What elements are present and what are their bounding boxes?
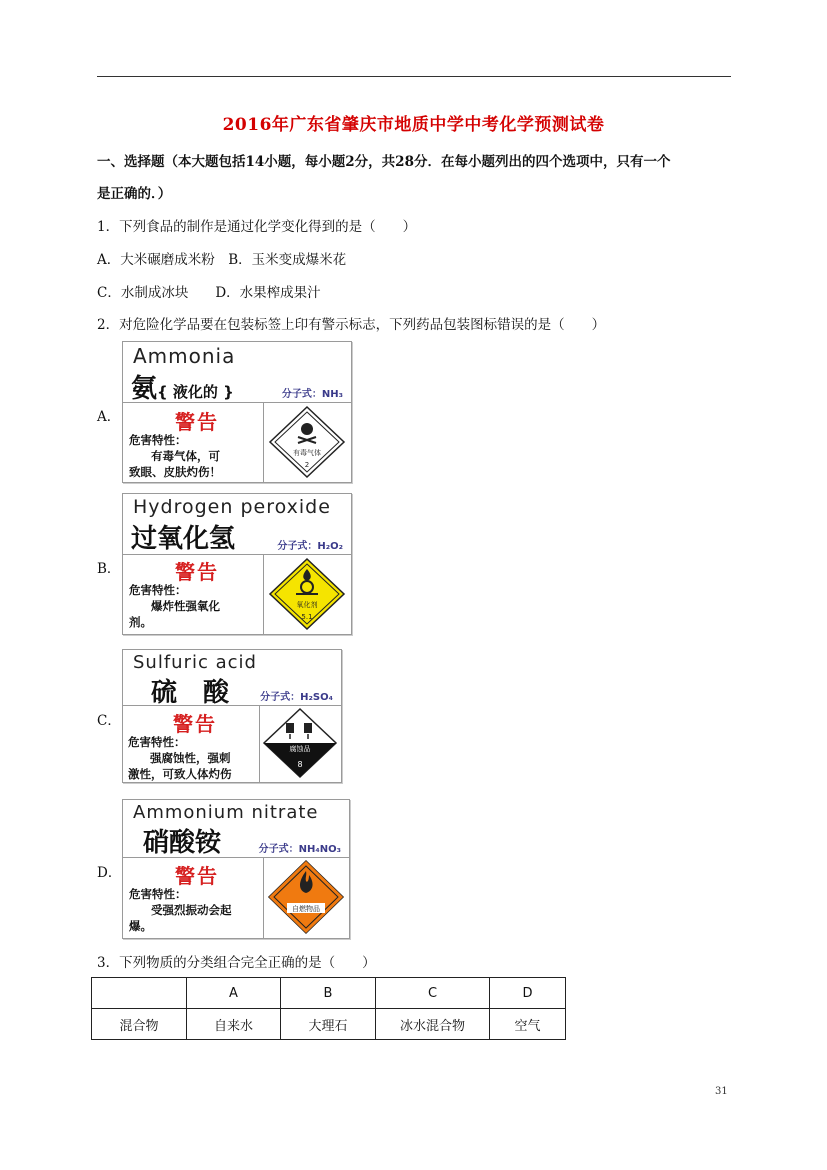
hazard-line2: 爆。 bbox=[129, 919, 152, 933]
label-name-en: Ammonia bbox=[133, 344, 236, 368]
header-rule bbox=[97, 76, 731, 77]
question-1-options-ab: A．大米碾磨成米粉 B．玉米变成爆米花 bbox=[97, 252, 347, 268]
hazard-line1: 有毒气体，可 bbox=[151, 449, 220, 463]
formula-value: NH₃ bbox=[321, 389, 343, 400]
hydrogen-peroxide-label-image bbox=[122, 493, 352, 635]
label-hazard-text bbox=[129, 886, 232, 934]
label-hazard-text bbox=[128, 734, 232, 782]
classification-table bbox=[91, 977, 566, 1040]
label-name-cn bbox=[131, 368, 234, 405]
label-warning: 警告 bbox=[175, 410, 219, 434]
hazard-line2: 激性，可致人体灼伤 bbox=[128, 767, 232, 781]
question-1-stem: 1．下列食品的制作是通过化学变化得到的是（ ） bbox=[97, 219, 417, 235]
label-name-cn: 硫 酸 bbox=[151, 678, 230, 708]
label-formula bbox=[282, 385, 343, 400]
sign-number: 8 bbox=[297, 760, 303, 769]
corrosive-sign-icon bbox=[262, 707, 338, 779]
label-name-cn: 过氧化氢 bbox=[131, 524, 236, 554]
hazard-line1: 爆炸性强氧化 bbox=[151, 599, 220, 613]
question-1-options-cd: C．水制成冰块 D．水果榨成果汁 bbox=[97, 285, 321, 301]
label-name-cn-sub: { 液化的 } bbox=[157, 383, 234, 401]
option-d-letter: D． bbox=[97, 865, 122, 881]
label-formula bbox=[277, 537, 343, 552]
formula-value: H₂SO₄ bbox=[300, 692, 333, 703]
sign-text: 有毒气体 bbox=[293, 449, 321, 457]
hazard-line2: 剂。 bbox=[129, 615, 152, 629]
label-warning: 警告 bbox=[175, 560, 219, 584]
formula-label: 分子式： bbox=[277, 541, 318, 552]
question-2-stem: 2．对危险化学品要在包装标签上印有警示标志，下列药品包装图标错误的是（ ） bbox=[97, 317, 606, 333]
sign-text: 腐蚀品 bbox=[289, 745, 311, 753]
label-warning: 警告 bbox=[173, 712, 217, 736]
sign-text: 自燃物品 bbox=[292, 905, 320, 913]
hazard-line1: 受强烈振动会起 bbox=[151, 903, 232, 917]
oxidizer-sign-icon bbox=[268, 557, 346, 631]
ammonia-label-image bbox=[122, 341, 352, 483]
label-divider bbox=[123, 857, 349, 858]
label-formula bbox=[259, 840, 341, 855]
hazard-line2: 致眼、皮肤灼伤！ bbox=[129, 465, 221, 479]
label-vertical-divider bbox=[263, 402, 264, 482]
hazard-title: 危害特性： bbox=[129, 583, 187, 597]
label-divider bbox=[123, 402, 351, 403]
table-header-cell: A bbox=[187, 978, 281, 1009]
label-vertical-divider bbox=[263, 554, 264, 634]
label-vertical-divider bbox=[263, 857, 264, 938]
label-hazard-text bbox=[129, 582, 220, 630]
sulfuric-acid-label-image bbox=[122, 649, 342, 783]
label-name-cn-main: 氨 bbox=[131, 374, 158, 404]
label-formula bbox=[260, 688, 333, 703]
hazard-title: 危害特性： bbox=[128, 735, 186, 749]
toxic-gas-sign-icon bbox=[268, 405, 346, 479]
sign-number: 5.1 bbox=[301, 613, 313, 621]
formula-label: 分子式： bbox=[260, 692, 301, 703]
ammonium-nitrate-label-image bbox=[122, 799, 350, 939]
option-c-letter: C． bbox=[97, 713, 121, 729]
table-header-cell: D bbox=[490, 978, 566, 1009]
table-row bbox=[92, 1009, 566, 1040]
table-cell: 空气 bbox=[490, 1009, 566, 1040]
question-3-stem: 3．下列物质的分类组合完全正确的是（ ） bbox=[97, 955, 376, 971]
label-name-en: Hydrogen peroxide bbox=[133, 496, 331, 518]
flammable-solid-sign-icon bbox=[267, 859, 345, 935]
label-name-cn: 硝酸铵 bbox=[143, 828, 222, 858]
option-b-letter: B． bbox=[97, 561, 121, 577]
page-title: 2016年广东省肇庆市地质中学中考化学预测试卷 bbox=[222, 115, 605, 135]
label-divider bbox=[123, 705, 341, 706]
label-name-en: Sulfuric acid bbox=[133, 652, 257, 673]
sign-text: 氧化剂 bbox=[296, 601, 318, 609]
table-cell: 大理石 bbox=[281, 1009, 376, 1040]
page-number: 31 bbox=[715, 1086, 728, 1097]
label-hazard-text bbox=[129, 432, 221, 480]
table-header-cell bbox=[92, 978, 187, 1009]
formula-label: 分子式： bbox=[258, 844, 299, 855]
option-a-letter: A． bbox=[97, 409, 121, 425]
formula-label: 分子式： bbox=[281, 389, 322, 400]
formula-value: H₂O₂ bbox=[317, 541, 343, 552]
hazard-title: 危害特性： bbox=[129, 433, 187, 447]
table-cell: 自来水 bbox=[187, 1009, 281, 1040]
sign-number: 2 bbox=[304, 461, 310, 469]
section-heading-line1: 一、选择题（本大题包括14小题，每小题2分，共28分．在每小题列出的四个选项中，只有一个 bbox=[97, 154, 671, 170]
table-header-row bbox=[92, 978, 566, 1009]
table-header-cell: B bbox=[281, 978, 376, 1009]
hazard-title: 危害特性： bbox=[129, 887, 187, 901]
label-divider bbox=[123, 554, 351, 555]
label-warning: 警告 bbox=[175, 864, 219, 888]
label-name-en: Ammonium nitrate bbox=[133, 802, 319, 823]
hazard-line1: 强腐蚀性，强刺 bbox=[150, 751, 231, 765]
formula-value: NH₄NO₃ bbox=[298, 844, 341, 855]
table-header-cell: C bbox=[376, 978, 490, 1009]
label-vertical-divider bbox=[259, 705, 260, 782]
table-cell: 混合物 bbox=[92, 1009, 187, 1040]
table-cell: 冰水混合物 bbox=[376, 1009, 490, 1040]
section-heading-line2: 是正确的．） bbox=[97, 186, 172, 202]
